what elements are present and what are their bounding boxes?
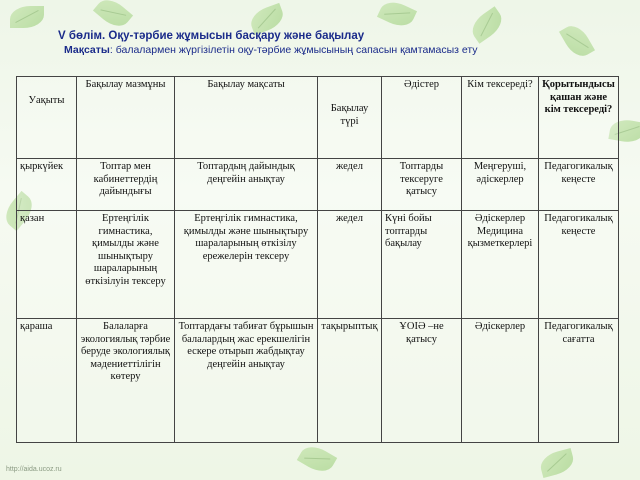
cell-goal: Топтардың дайындық деңгейін анықтау xyxy=(175,159,318,211)
cell-content: Ертеңгілік гимнастика, қимылды және шынықтыру шараларының өткізілуін тексеру xyxy=(77,211,175,319)
cell-methods: ҰОІӘ –не қатысу xyxy=(382,319,462,443)
cell-type: жедел xyxy=(318,159,382,211)
slide-title: V бөлім. Оқу-тәрбие жұмысын басқару және бақылау xyxy=(58,30,365,42)
cell-result: Педагогикалық кеңесте xyxy=(539,159,619,211)
header-content: Бақылау мазмұны xyxy=(77,77,175,159)
leaf-decoration xyxy=(559,21,595,61)
cell-who: Меңгеруші, әдіскерлер xyxy=(462,159,539,211)
cell-methods: Күні бойы топтарды бақылау xyxy=(382,211,462,319)
cell-type: жедел xyxy=(318,211,382,319)
header-who: Кім тексереді? xyxy=(462,77,539,159)
table-row xyxy=(17,211,619,319)
cell-goal: Ертеңгілік гимнастика, қимылды және шынықтыру шараларының өткізілу ережелерін тексеру xyxy=(175,211,318,319)
cell-type: тақырыптық xyxy=(318,319,382,443)
control-plan-table xyxy=(16,76,619,443)
watermark-url: http://aida.ucoz.ru xyxy=(6,466,62,473)
purpose-label: Мақсаты xyxy=(64,44,110,56)
purpose-text: : балалармен жүргізілетін оқу-тәрбие жұмысының сапасын қамтамасыз ету xyxy=(109,44,478,56)
leaf-decoration xyxy=(10,6,44,28)
table-row xyxy=(17,319,619,443)
slide-subtitle xyxy=(64,44,478,56)
table-header-row xyxy=(17,77,619,159)
cell-methods: Топтарды тексеруге қатысу xyxy=(382,159,462,211)
leaf-decoration xyxy=(297,441,337,477)
header-goal: Бақылау мақсаты xyxy=(175,77,318,159)
cell-goal: Топтардағы табиғат бұрышын балалардың жас ерекшелігін ескере отырып жабдықтау деңгейін анықтау xyxy=(175,319,318,443)
leaf-decoration xyxy=(467,6,507,44)
cell-who: Әдіскерлер xyxy=(462,319,539,443)
leaf-decoration xyxy=(93,0,133,32)
cell-result: Педагогикалық сағатта xyxy=(539,319,619,443)
cell-who: Әдіскерлер Медицина қызметкерлері xyxy=(462,211,539,319)
cell-content: Топтар мен кабинеттердің дайындығы xyxy=(77,159,175,211)
header-time: Уақыты xyxy=(17,77,77,159)
leaf-decoration xyxy=(377,0,417,31)
cell-time: қараша xyxy=(17,319,77,443)
cell-content: Балаларға экологиялық тәрбие беруде экологиялық мәдениеттілігін көтеру xyxy=(77,319,175,443)
cell-time: қыркүйек xyxy=(17,159,77,211)
header-methods: Әдістер xyxy=(382,77,462,159)
header-type: Бақылау түрі xyxy=(318,77,382,159)
header-result: Қорытындысы қашан және кім тексереді? xyxy=(539,77,619,159)
cell-result: Педагогикалық кеңесте xyxy=(539,211,619,319)
leaf-decoration xyxy=(538,448,577,478)
table-row xyxy=(17,159,619,211)
cell-time: қазан xyxy=(17,211,77,319)
